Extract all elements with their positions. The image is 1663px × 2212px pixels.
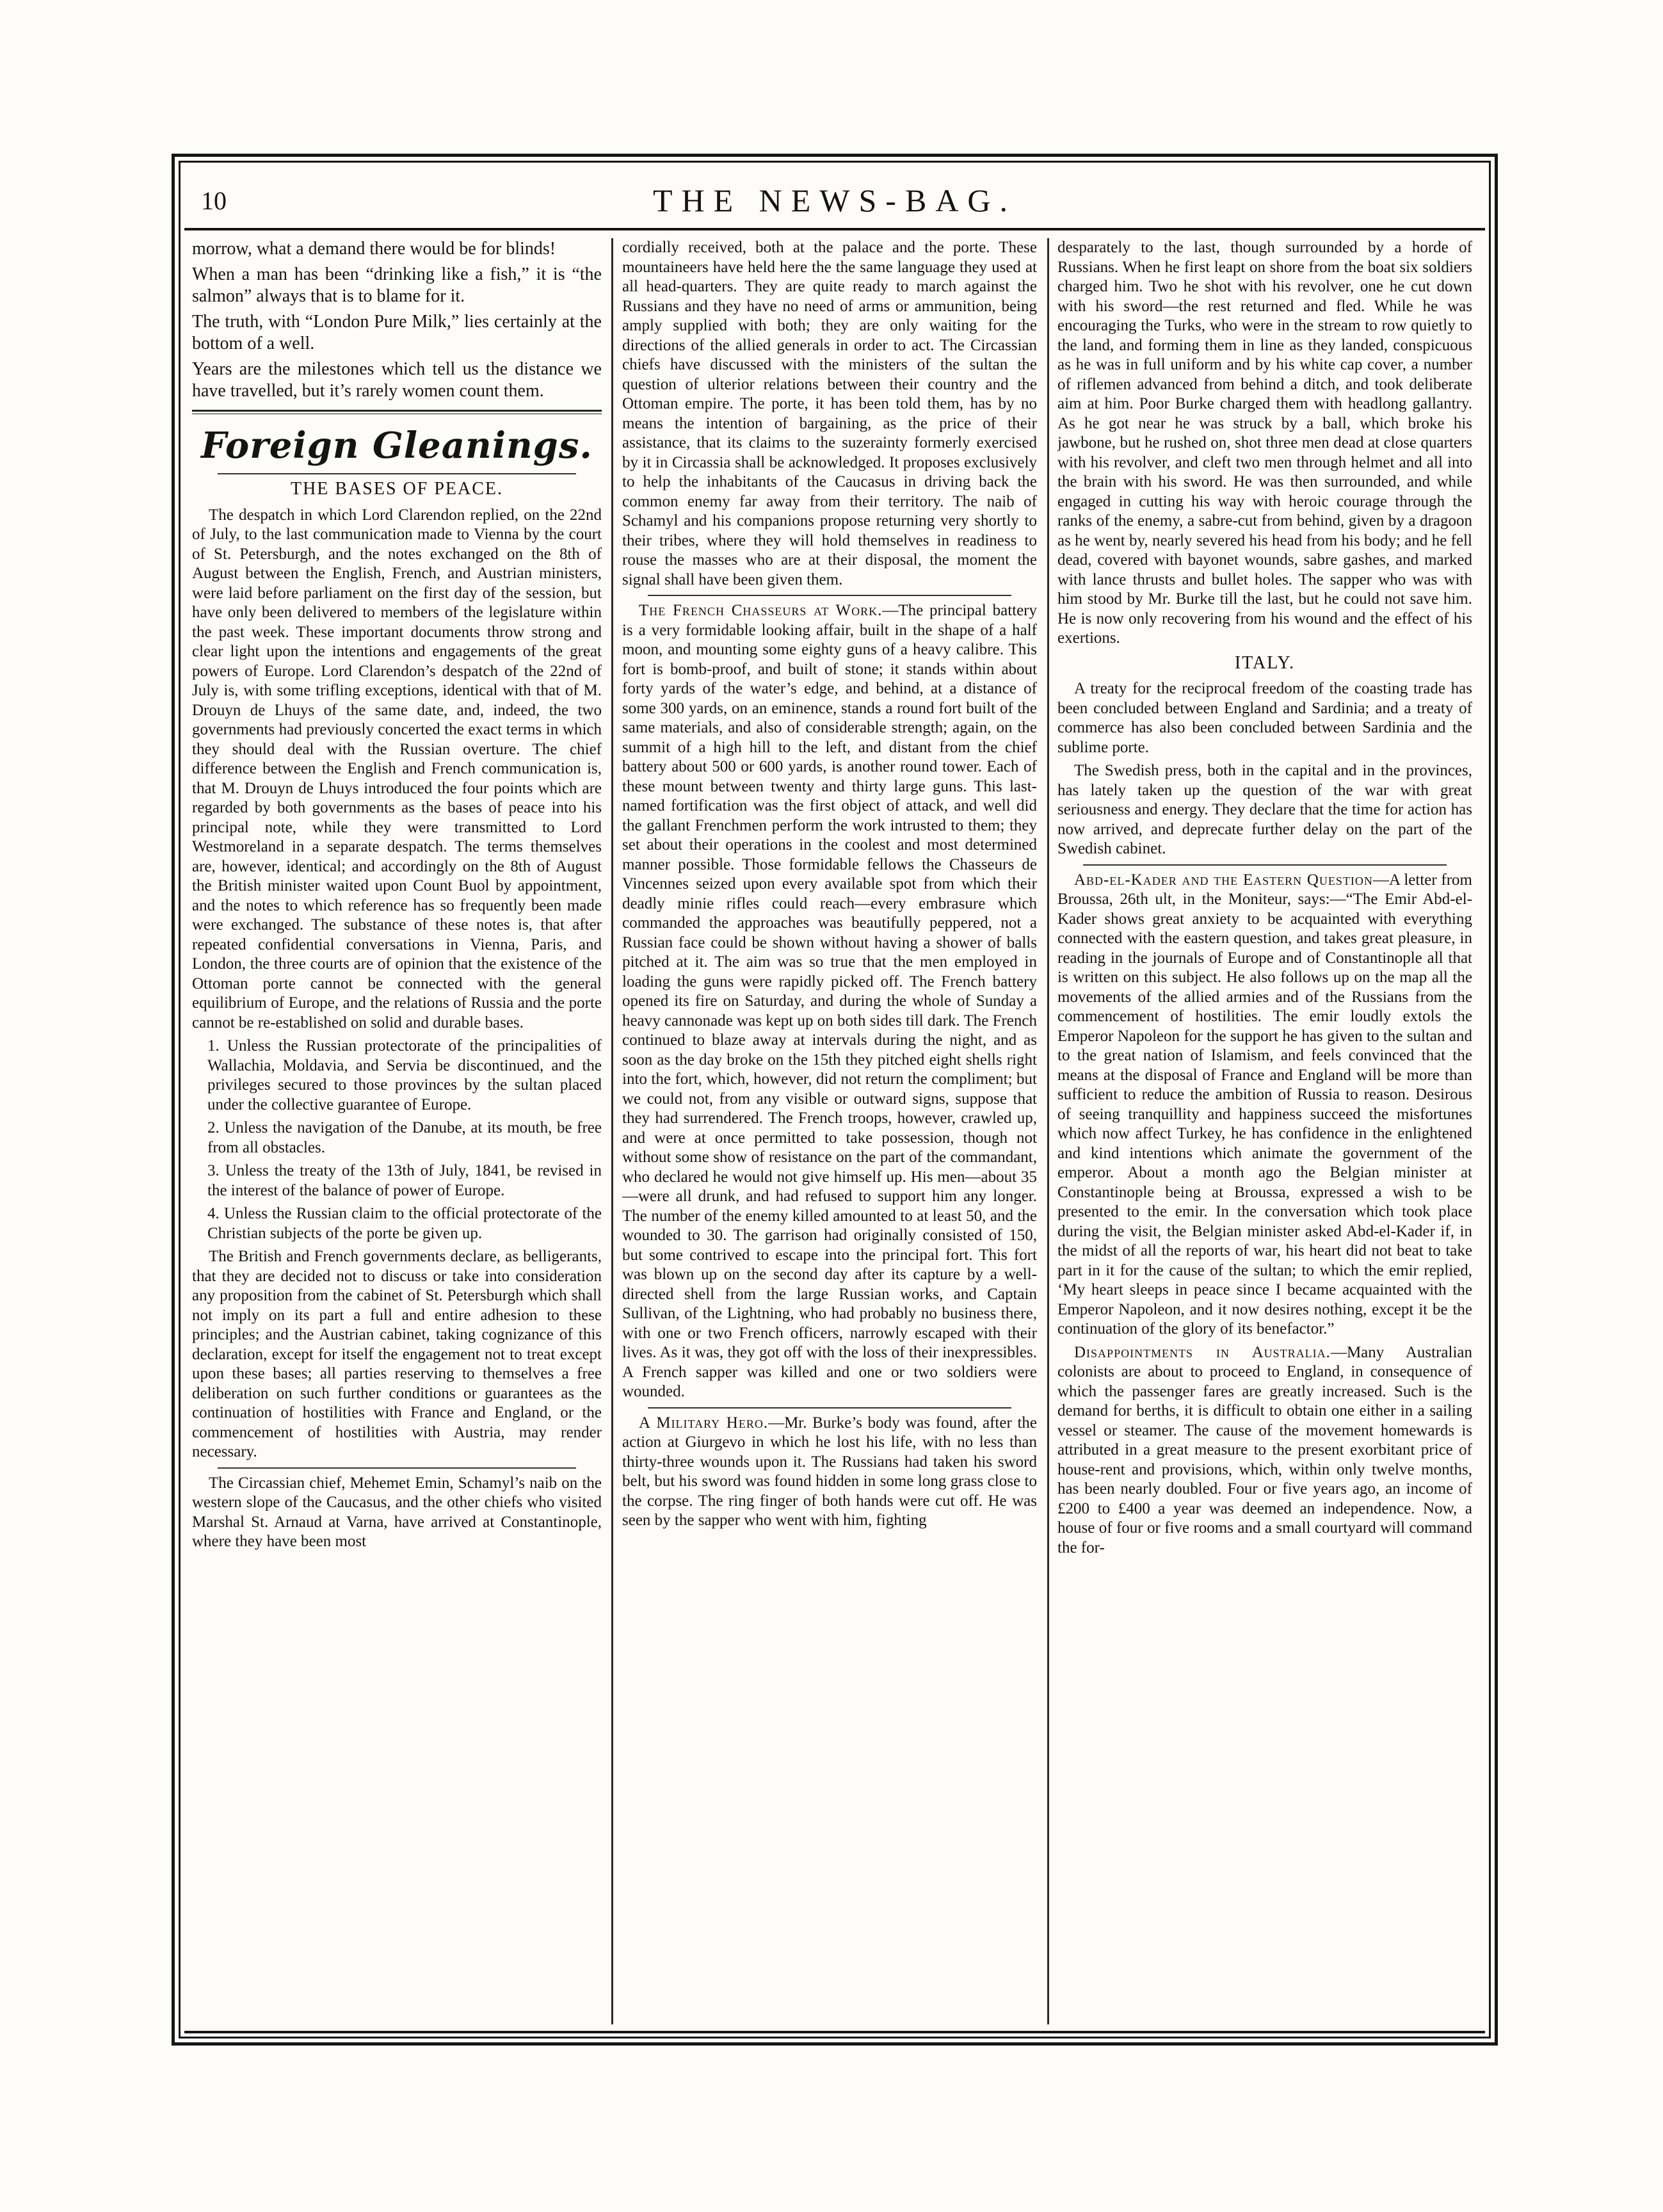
run-in-heading: The French Chasseurs at Work. <box>639 602 883 619</box>
page-header <box>184 166 1485 230</box>
list-item: 1. Unless the Russian protectorate of the principalities of Wallachia, Moldavia, and Servia be discontinued, and the privileges secured to those provinces by the sultan placed under the collective guarantee of Europe. <box>207 1037 602 1113</box>
maxim: The truth, with “London Pure Milk,” lies certainly at the bottom of a well. <box>192 312 602 353</box>
list-item: 4. Unless the Russian claim to the official protectorate of the Christian subjects of the porte be given up. <box>207 1205 602 1242</box>
maxim: morrow, what a demand there would be for blinds! <box>192 239 556 259</box>
run-in-heading: A Military Hero. <box>639 1414 769 1432</box>
article-paragraph: cordially received, both at the palace and the porte. These mountaineers have held here the the same language they used at all head-quarters. They are quite ready to march against the Russians and they have no need of arms or ammunition, being amply supplied with both; they are only waiting for the directions of the allied generals in order to act. The Circassian chiefs have discussed with the ministers of the sultan the question of ulterior relations between their country and the Ottoman empire. The porte, it has been told them, has by no means the intention of bargaining, as the price of their assistance, that its claims to the suzerainty formerly exercised by it in Circassia shall be acknowledged. It proposes exclusively to help the inhabitants of the Caucasus in driving back the common enemy far away from their territory. The naib of Schamyl and his companions propose returning very shortly to their tribes, where they will hold themselves in readiness to rouse the masses who are at their disposal, the moment the signal shall have been given them. <box>622 239 1037 588</box>
column-2 <box>622 238 1037 2024</box>
article-heading: ITALY. <box>1234 652 1296 673</box>
article-paragraph: A treaty for the reciprocal freedom of the coasting trade has been concluded between England and Sardinia; and a treaty of commerce has also been concluded between Sardinia and the sublime porte. <box>1057 680 1472 756</box>
maxims <box>192 238 602 402</box>
article-paragraph: The British and French governments declare, as belligerants, that they are decided not to discuss or take into consideration any proposition from the cabinet of St. Petersburgh which shall not imply on its part a full and entire adhesion to these principles; and the Austrian cabinet, taking cognizance of this declaration, except for itself the engagement not to treat except upon these bases; all parties reserving to themselves a free deliberation on such further conditions or guarantees as the continuation of hostilities with France and England, or the commencement of hostilities with Austria, may render necessary. <box>192 1248 602 1460</box>
article-paragraph <box>1057 871 1472 1339</box>
list-item: 2. Unless the navigation of the Danube, at its mouth, be free from all obstacles. <box>207 1119 602 1156</box>
paragraph-text: —The principal battery is a very formidable looking affair, built in the shape of a half moon, and mounting some eighty guns of a heavy calibre. This fort is bomb-proof, and built of stone; it stands within about forty yards of the water’s edge, and behind, at a distance of some 300 yards, on an eminence, stands a round fort built of the same materials, and also of considerable strength; again, on the summit of a high hill to the left, and distant from the chief battery about 500 or 600 yards, is another round tower. Each of these mount between twenty and thirty large guns. This last-named fortification was the first object of attack, and well did the gallant Frenchmen perform the work intrusted to them; they set about their operations in the coolest and most determined manner possible. Those formidable fellows the Chasseurs de Vincennes seized upon every available spot from which their deadly minie rifles could reach—every embrasure which commanded the approaches was beautifully peppered, not a Russian face could be shown without having a shower of balls pitched at it. The aim was so true that the men employed in loading the guns were rapidly picked off. The French battery opened its fire on Saturday, and during the whole of Sunday a heavy cannonade was kept up on both sides till dark. The French continued to blaze away at intervals during the night, and as soon as the day broke on the 15th they pitched eight shells right into the fort, which, however, did not return the compliment; but we could not, from any visible or outward signs, suppose that they had surrendered. The French troops, however, crawled up, and were at once permitted to take possession, though not without some show of resistance on the part of the commandant, who declared he would not give himself up. His men—about 35—were all drunk, and had refused to support him any longer. The number of the enemy killed amounted to at least 50, and the wounded to 30. The garrison had originally consisted of 150, but some contrived to escape into the principal fort. This fort was blown up on the second day after its capture by a well-directed shell from the large Russian works, and Captain Sullivan, of the Lightning, who had probably no business there, with one or two French officers, narrowly escaped with their lives. As it was, they got off with the loss of their inexpressibles. A French sapper was killed and one or two soldiers were wounded. <box>622 602 1037 1400</box>
article-divider <box>1083 864 1447 866</box>
masthead-title: THE NEWS-BAG. <box>652 182 1017 218</box>
section-divider <box>192 410 602 414</box>
section-title: Foreign Gleanings. <box>201 424 593 467</box>
article-paragraph: The despatch in which Lord Clarendon replied, on the 22nd of July, to the last communication made to Vienna by the court of St. Petersburgh, and the notes exchanged on the 8th of August between the English, French, and Austrian ministers, were laid before parliament on the first day of the session, but have only been delivered to members of the legislature within the past week. These important documents throw strong and clear light upon the intentions and engagements of the great powers of Europe. Lord Clarendon’s despatch of the 22nd of July is, with some trifling exceptions, identical with that of M. Drouyn de Lhuys of the same date, and, indeed, the two governments had previously concerted the exact terms in which they should deal with the Russian overture. The chief difference between the English and French communication is, that M. Drouyn de Lhuys introduced the four points which are regarded by both governments as the bases of peace into his principal note, while they were transmitted to Lord Westmoreland in a separate despatch. The terms themselves are, however, identical; and accordingly on the 8th of August the British minister waited upon Count Buol by appointment, and the notes to which reference has so frequently been made were exchanged. The substance of these notes is, that after repeated confidential conversations in Vienna, Paris, and London, the three courts are of opinion that the existence of the Ottoman porte cannot be connected with the general equilibrium of Europe, and the relations of Russia and the porte cannot be re-established on solid and durable bases. <box>192 506 602 1031</box>
article-paragraph <box>622 1414 1037 1531</box>
article-paragraph: The Swedish press, both in the capital and in the provinces, has lately taken up the question of the war with great seriousness and energy. They declare that the time for action has now arrived, and deprecate further delay on the part of the Swedish cabinet. <box>1057 762 1472 857</box>
maxim: Years are the milestones which tell us the distance we have travelled, but it’s rarely women count them. <box>192 359 602 401</box>
article-paragraph: desparately to the last, though surrounded by a horde of Russians. When he first leapt on shore from the boat six soldiers charged him. Two he shot with his revolver, one he cut down with his sword—the rest returned and fled. While he was encouraging the Turks, who were in the stream to row quietly to the land, and forming them in line as they landed, conspicuous as he was in full uniform and by his white cap cover, a number of riflemen advanced from behind a ditch, and took deliberate aim at him. Poor Burke charged them with headlong gallantry. As he got near he was struck by a ball, which broke his jawbone, but he rushed on, shot three men dead at close quarters with his revolver, and cleft two men through helmet and all into the brain with his sword. He was then surrounded, and while engaged in cutting his way with heroic courage through the ranks of the enemy, a sabre-cut from behind, given by a dragoon as he went by, nearly severed his head from his body; and he fell dead, covered with bayonet wounds, sabre gashes, and marked with lance thrusts and bullet holes. The sapper who was with him stood by Mr. Burke till the last, but he could not save him. He is now only recovering from his wound and the effect of his exertions. <box>1057 239 1472 647</box>
maxim: When a man has been “drinking like a fish,” it is “the salmon” always that is to blame for it. <box>192 264 602 306</box>
paragraph-text: —Many Australian colonists are about to proceed to England, in consequence of which the passenger fares are greatly increased. Such is the demand for berths, it is difficult to obtain one either in a sailing vessel or steamer. The cause of the movement homewards is attributed in a great measure to the present exorbitant price of house-rent and provisions, which, within only twelve months, has been nearly doubled. Four or five years ago, an income of £200 to £400 a year was deemed an independence. Now, a house of four or five rooms and a small courtyard will command the for- <box>1057 1343 1472 1556</box>
column-1 <box>192 238 602 2024</box>
run-in-heading: Disappointments in Australia. <box>1074 1343 1331 1361</box>
column-rule <box>611 238 613 2024</box>
column-3 <box>1057 238 1472 2024</box>
article-divider <box>218 1467 576 1469</box>
list-item: 3. Unless the treaty of the 13th of July, 1841, be revised in the interest of the balance of power of Europe. <box>207 1162 602 1199</box>
conditions-list <box>192 1037 602 1243</box>
column-rule <box>1047 238 1049 2024</box>
article-heading: THE BASES OF PEACE. <box>290 479 504 499</box>
page-number: 10 <box>201 186 227 215</box>
run-in-heading: Abd-el-Kader and the Eastern Question <box>1074 871 1373 889</box>
article-divider <box>648 1407 1011 1409</box>
article-paragraph <box>622 601 1037 1402</box>
article-divider <box>648 595 1011 596</box>
paragraph-text: —Mr. Burke’s body was found, after the action at Giurgevo in which he lost his life, with no less than thirty-three wounds upon it. The Russians had taken his sword belt, but his sword was found hidden in some long grass close to the corpse. The ring finger of both hands were cut off. He was seen by the sapper who went with him, fighting <box>622 1414 1037 1529</box>
paragraph-text: —A letter from Broussa, 26th ult, in the Moniteur, says:—“The Emir Abd-el-Kader shows great anxiety to be acquainted with everything connected with the eastern question, and takes great pleasure, in reading in the journals of Europe and of Constantinople all that is written on this subject. He also follows up on the map all the movements of the allied armies and of the Russians from the commencement of hostilities. The emir loudly extols the Emperor Napoleon for the support he has given to the sultan and to the great nation of Islamism, and feels convinced that the means at the disposal of France and England will be more than sufficient to reduce the ambition of Russia to reason. Desirous of seeing tranquillity and happiness succeed the misfortunes which now affect Turkey, he has confidence in the enlightened and kind intentions which animate the government of the emperor. About a month ago the Belgian minister at Constantinople being at Broussa, expressed a wish to be presented to the emir. In the conversation which took place during the visit, the Belgian minister asked Abd-el-Kader if, in the midst of all the reports of war, his heart did not beat to take part in it for the cause of the sultan; to which the emir replied, ‘My heart sleeps in peace since I became acquainted with the Emperor Napoleon, and it now desires nothing, except it be the continuation of the glory of its benefactor.” <box>1057 871 1472 1337</box>
footer-rule <box>184 2031 1485 2033</box>
article-paragraph: The Circassian chief, Mehemet Emin, Schamyl’s naib on the western slope of the Caucasus, and the other chiefs who visited Marshal St. Arnaud at Varna, have arrived at Constantinople, where they have been most <box>192 1474 602 1550</box>
title-underline <box>218 473 576 474</box>
article-paragraph <box>1057 1343 1472 1558</box>
